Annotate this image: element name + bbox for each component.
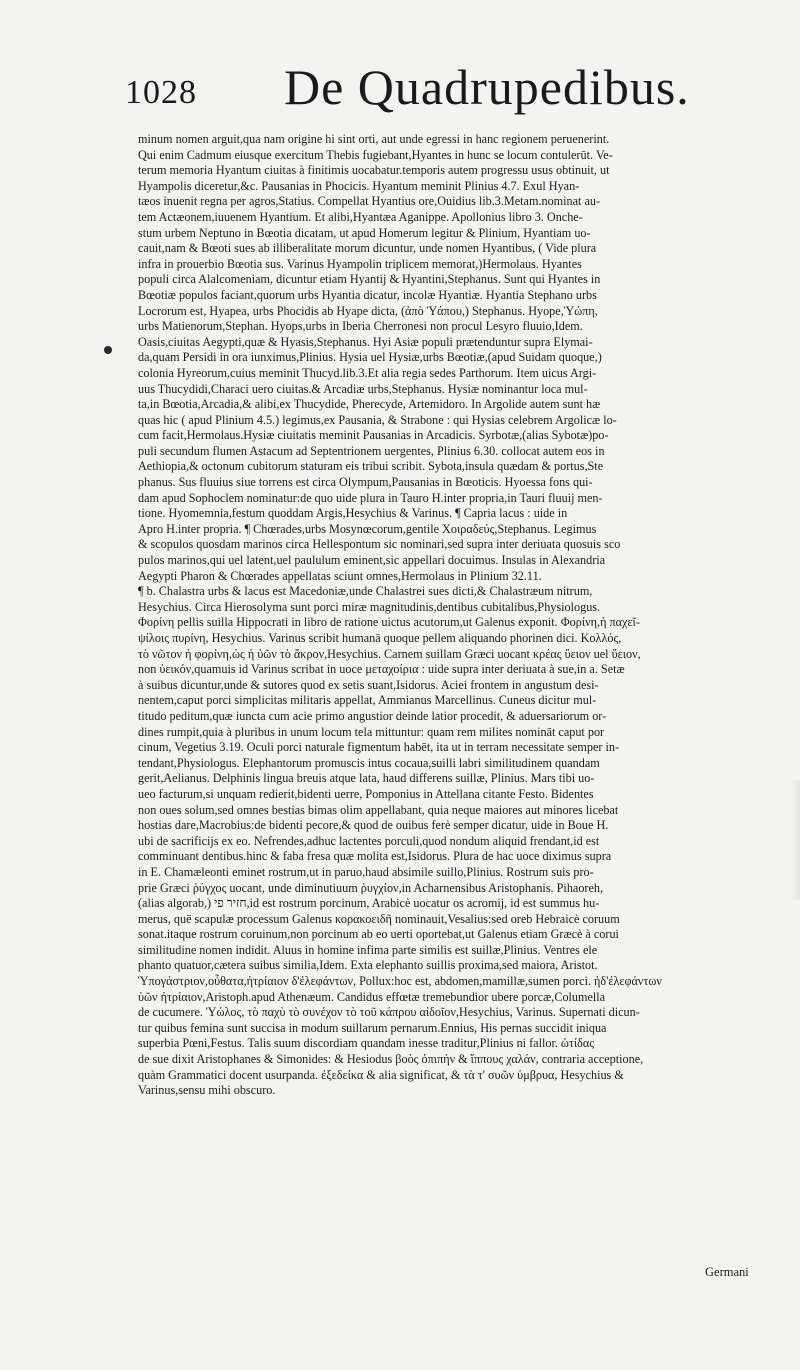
- text-line: ta,in Bœotia,Arcadia,& alibi,ex Thucydide, Pherecyde, Artemidoro. In Argolide autem sunt hæ: [138, 397, 601, 412]
- text-line: similitudine nomen indidit. Aluus in homine infima parte similis est suillæ,Plinius. Ventres ele: [138, 942, 598, 957]
- text-line: titudo peditum,quæ iuncta cum acie primo angustior deinde latior procedit, & aduersariorum or-: [138, 708, 607, 723]
- text-line: uus Thucydidi,Characi uero ciuitas.& Arcadiæ urbs,Stephanus. Hysiæ nominantur loca mul-: [138, 381, 588, 396]
- body-text: [138, 132, 786, 1099]
- text-line: ψίλοις πυρίνη, Hesychius. Varinus scribit humanā quoque pellem aliquando phorinen dici. Κολλός,: [138, 631, 622, 645]
- text-line: prie Græci ῥύγχος uocant, unde diminutiuum ῥυγχίον,in Acharnensibus Aristophanis. Pihaoreh,: [138, 880, 604, 895]
- text-line: infra in prouerbio Bœotia sus. Varinus Hyampolin triplicem memorat,)Hermolaus. Hyantes: [138, 256, 582, 271]
- text-line: tione. Hyomemnia,festum quoddam Argis,Hesychius & Varinus. ¶ Capria lacus : uide in: [138, 506, 568, 521]
- text-line: tem Actæonem,iuuenem Hyantium. Et alibi,Hyantæa Aganippe. Apollonius libro 3. Onche-: [138, 209, 583, 224]
- text-line: puli secundum flumen Astacum ad Septentrionem uergentes, Plinius 6.30. collocat autem eos in: [138, 443, 605, 458]
- text-line: Aethiopia,& octonum cubitorum staturam eis tribui scribit. Sybota,insula quædam & portus,Ste: [138, 459, 604, 474]
- text-line: superbia Pœni,Festus. Talis suum discordiam quandam inesse traditur,Plinius ni fallor. ὠτίδας: [138, 1036, 595, 1051]
- text-line: Hesychius. Circa Hierosolyma sunt porci miræ magnitudinis,dentibus cubitalibus,Physiologus.: [138, 599, 601, 614]
- text-line: cinum, Vegetius 3.19. Oculi porci naturale figmentum habēt, ita ut in terram necessitate semper in-: [138, 740, 620, 755]
- text-line: phanus. Sus fluuius siue torrens est circa Olympum,Pausanias in Bœoticis. Hyoessa fons qui-: [138, 475, 593, 490]
- text-line: tæos inuenit regna per agros,Statius. Compellat Hyantius ore,Ouidius lib.3.Metam.nominat au-: [138, 194, 601, 209]
- facing-page-edge: [791, 780, 800, 900]
- text-line: pulos marinos,qui uel latent,uel paululum eminent,sic appellari docuimus. Insulas in Alexandria: [138, 553, 606, 568]
- text-line: stum urbem Neptuno in Bœotia dicatam, ut apud Homerum legitur & Plinium, Hyantiam uo-: [138, 225, 591, 240]
- text-line: minum nomen arguit,qua nam origine hi sint orti, aut unde egressi in hanc regionem peruenerint.: [138, 132, 610, 146]
- text-line: ubi de sacrificijs ex eo. Nefrendes,adhuc lactentes porculi,quod nondum aliquid frendant,id est: [138, 833, 600, 848]
- text-line: comminuant dentibus.hinc & faba fresa quæ molita est,Isidorus. Plura de hac uoce diximus supra: [138, 849, 612, 864]
- text-line: τὸ νῶτον ἡ φορίνη,ὡς ἡ ὑῶν τὸ ἄκρον,Hesychius. Carnem suillam Græci uocant κρέας ὕειον uel ὕειον,: [138, 646, 641, 661]
- text-line: de cucumere. Ὑώλος, τὸ παχὺ τὸ συνέχον τὸ τοῦ κάπρου αἰδοῖον,Hesychius, Varinus. Supernati dicun-: [138, 1005, 640, 1020]
- text-line: quas hic ( apud Plinium 4.5.) legimus,ex Pausania, & Strabone : qui Hysias celebrem Argolicæ lo-: [138, 412, 617, 427]
- text-line: tur quibus femina sunt succisa in modum suillarum pernarum.Ennius, His pernas succidit iniqua: [138, 1020, 607, 1035]
- text-line: phanto quatuor,cætera suibus similia,Idem. Exta elephanto suillis proxima,sed maiora, Aristot.: [138, 958, 598, 973]
- text-line: & scopulos quosdam marinos circa Hellespontum sic nominari,sed supra inter deriuata quosuis sco: [138, 537, 621, 552]
- text-line: tendant,Physiologus. Elephantorum promuscis intus cocaua,suilli labri similitudinem quandam: [138, 755, 600, 770]
- text-line: Ὑπογάστριον,οὖθατα,ἠτρίαιον δ'ἐλεφάντων, Pollux:hoc est, abdomen,mamillæ,sumen porci. ἠδ'ἐλεφάντων: [138, 974, 662, 989]
- text-line: ueo facturum,si unquam redierit,bidenti uerre, Pomponius in Attellana citante Festo. Bidentes: [138, 786, 594, 801]
- running-title: De Quadrupedibus.: [284, 59, 690, 115]
- text-line: populi circa Alalcomeniam, dicuntur etiam Hyantij & Hyantini,Stephanus. Sunt qui Hyantes in: [138, 272, 601, 287]
- text-line: Oasis,ciuitas Aegypti,quæ & Hyasis,Stephanus. Hyi Asiæ populi prætenduntur supra Elymai-: [138, 334, 593, 349]
- text-line: cauit,nam & Bœoti sues ab illiberalitate morum dicuntur, unde nomen Hyantibus, ( Vide plura: [138, 241, 597, 256]
- text-line: non ὑεικόν,quamuis id Varinus scribat in uoce μεταχοίρια : uide supra inter deriuata à sue,in a. Setæ: [138, 662, 625, 677]
- text-line: Varinus,sensu mihi obscuro.: [138, 1083, 276, 1098]
- text-line: dam apud Sophoclem nominatur:de quo uide plura in Tauro H.inter propria,in Tauri fluuij men-: [138, 490, 603, 505]
- text-line: Aegypti Pharon & Chœrades appellatas sciunt omnes,Hermolaus in Plinium 32.11.: [138, 568, 542, 583]
- text-line: Hyampolis diceretur,&c. Pausanias in Phocicis. Hyantum meminit Plinius 4.7. Exul Hyan-: [138, 178, 580, 193]
- text-line: dines rumpit,quia à pluribus in unum locum tela mittuntur: quam rem milites nomināt caput por: [138, 724, 605, 739]
- text-line: ¶ b. Chalastra urbs & lacus est Macedoniæ,unde Chalastrei sues dicti,& Chalastræum nitrum,: [138, 584, 593, 599]
- text-line: urbs Matienorum,Stephan. Hyops,urbs in Iberia Cherronesi non procul Lesyro fluuio,Idem.: [138, 319, 583, 334]
- text-line: (alias algorab,) חזיר פי,id est rostrum porcinum, Arabicè uocatur os acromij, id est summus hu-: [138, 896, 600, 911]
- catchword: Germani: [705, 1265, 749, 1279]
- text-line: à suibus dicuntur,unde & sutores quod ex setis suant,Isidorus. Aciei frontem in angustum desi-: [138, 677, 599, 692]
- margin-mark: [104, 346, 112, 354]
- text-line: nentem,caput porci simplicitas militaris appellat, Ammianus Marcellinus. Cuneus dicitur mul-: [138, 693, 597, 708]
- text-line: terum memoria Hyantum ciuitas à finitimis uocabatur.temporis autem progressu usus obtinuit, ut: [138, 163, 610, 178]
- text-line: in E. Chamæleonti eminet rostrum,ut in paruo,haud absimile suillo,Plinius. Rostrum suis pro-: [138, 864, 594, 879]
- text-line: cum facit,Hermolaus.Hysiæ ciuitatis meminit Pausanias in Arcadicis. Syrbotæ,(alias Sybotæ)po-: [138, 428, 609, 443]
- text-line: de sue dixit Aristophanes & Simonides: & Hesiodus βοὸς ὀπιπὴν & ἵππους χαλάν, contraria acceptione,: [138, 1052, 644, 1067]
- text-line: merus, quē scapulæ processum Galenus κορακοειδῆ nominauit,Vesalius:sed oreb Hebraicè coruum: [138, 911, 620, 926]
- text-line: ὑῶν ἠτρίαιον,Aristoph.apud Athenæum. Candidus effœtæ tremebundior ubere porcæ,Columella: [138, 989, 606, 1004]
- text-line: non oues solum,sed omnes bestias bimas olim appellabant, quia neque maiores aut minores licebat: [138, 802, 619, 817]
- text-line: colonia Hyreorum,cuius meminit Thucyd.lib.3.Et alia regia sedes Parthorum. Item uicus Argi-: [138, 365, 597, 380]
- text-line: sonat.itaque rostrum coruinum,non porcinum ab eo uerti oportebat,ut Galenus etiam Græcè à corui: [138, 927, 619, 942]
- text-line: da,quam Persidi in ora iunximus,Plinius. Hysia uel Hysiæ,urbs Bœotiæ,(apud Suidam quoque,): [138, 350, 602, 365]
- text-line: hostias dare,Macrobius:de bidenti pecore,& quod de ouibus ferè semper dicatur, uide in Boue H.: [138, 818, 609, 833]
- text-line: gerit,Aelianus. Delphinis lingua breuis atque lata, haud differens suillæ, Plinius. Mars tibi uo-: [138, 771, 595, 786]
- text-line: Qui enim Cadmum eiusque exercitum Thebis fugiebant,Hyantes in hunc se locum contulerūt. Ve-: [138, 147, 613, 162]
- text-line: Apro H.inter propria. ¶ Chœrades,urbs Mosynœcorum,gentile Χοιραδεύς,Stephanus. Legimus: [138, 521, 597, 536]
- text-line: Bœotiæ populos faciant,quorum urbs Hyantia dicatur, incolæ Hyantiæ. Hyantia Stephano urbs: [138, 287, 597, 302]
- text-line: Φορίνη pellis suilla Hippocrati in libro de ratione uictus acutorum,ut Galenus exponit. Φορίνη,ἡ παχεῖ-: [138, 615, 640, 630]
- page-number: 1028: [125, 74, 197, 111]
- text-line: Locrorum est, Hyapea, urbs Phocidis ab Hyape dicta, (ἀπὸ Ὑάπου,) Stephanus. Hyope,Ὑώπη,: [138, 303, 598, 318]
- text-line: quàm Grammatici docent usurpanda. ἐξεδείκα & alia significat, & τὰ τ' συῶν ὑμβρυα, Hesychius &: [138, 1067, 624, 1082]
